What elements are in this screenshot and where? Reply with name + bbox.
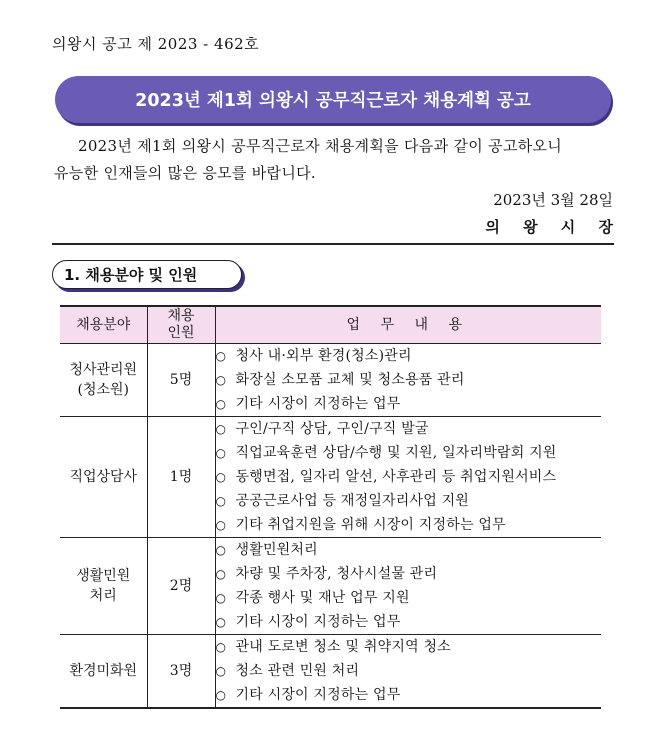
duty-text: 각종 행사 및 재난 업무 지원 xyxy=(235,590,410,606)
duty-text: 관내 도로변 청소 및 취약지역 청소 xyxy=(235,639,451,655)
circle-bullet-icon: ○ xyxy=(215,688,227,702)
header-duties xyxy=(215,306,601,344)
duty-item xyxy=(216,417,602,441)
duty-text: 공공근로사업 등 재정일자리사업 지원 xyxy=(235,493,470,509)
notice-date: 2023년 3월 28일 xyxy=(493,191,613,209)
duty-text: 생활민원처리 xyxy=(235,542,318,558)
issuer: 의 왕 시 장 xyxy=(485,218,622,236)
table-row xyxy=(60,344,601,417)
section-title-label: 1. 채용분야 및 인원 xyxy=(64,266,198,284)
job-duties xyxy=(215,344,601,417)
job-count-label: 2명 xyxy=(169,578,193,594)
job-count-label: 1명 xyxy=(169,469,193,485)
duty-text: 청사 내·외부 환경(청소)관리 xyxy=(235,348,412,364)
divider xyxy=(52,243,614,245)
intro-paragraph xyxy=(54,133,614,187)
job-duties xyxy=(215,538,601,635)
header-category-label: 채용분야 xyxy=(76,316,131,333)
duty-text: 기타 시장이 지정하는 업무 xyxy=(235,396,401,412)
duty-item xyxy=(216,562,602,586)
table-row xyxy=(60,635,601,709)
duty-item xyxy=(216,489,602,513)
job-count-label: 3명 xyxy=(169,663,193,679)
duty-text: 기타 시장이 지정하는 업무 xyxy=(235,687,401,703)
duty-item xyxy=(216,538,602,562)
recruitment-table xyxy=(60,305,601,709)
duty-item xyxy=(216,441,602,465)
header-category xyxy=(60,306,147,344)
circle-bullet-icon: ○ xyxy=(215,422,227,436)
job-duties xyxy=(215,635,601,709)
header-count-label: 채용 인원 xyxy=(167,308,195,341)
circle-bullet-icon: ○ xyxy=(215,518,227,532)
job-count xyxy=(147,344,215,417)
duty-item xyxy=(216,465,602,489)
circle-bullet-icon: ○ xyxy=(215,373,227,387)
intro-line-1: 2023년 제1회 의왕시 공무직근로자 채용계획을 다음과 같이 공고하오니 xyxy=(78,137,563,155)
circle-bullet-icon: ○ xyxy=(215,494,227,508)
duty-text: 기타 취업지원을 위해 시장이 지정하는 업무 xyxy=(235,517,506,533)
duty-item xyxy=(216,368,602,392)
job-category xyxy=(60,635,147,709)
header-duties-label: 업 무 내 용 xyxy=(346,316,470,333)
job-count xyxy=(147,635,215,709)
duty-item xyxy=(216,344,602,368)
circle-bullet-icon: ○ xyxy=(215,470,227,484)
table-header-row xyxy=(60,306,601,344)
page-title: 2023년 제1회 의왕시 공무직근로자 채용계획 공고 xyxy=(135,91,531,111)
job-category-label: 직업상담사 xyxy=(69,469,138,485)
circle-bullet-icon: ○ xyxy=(215,640,227,654)
notice-number: 의왕시 공고 제 2023 - 462호 xyxy=(52,35,260,53)
job-category xyxy=(60,417,147,538)
circle-bullet-icon: ○ xyxy=(215,543,227,557)
duty-item xyxy=(216,610,602,634)
circle-bullet-icon: ○ xyxy=(215,567,227,581)
circle-bullet-icon: ○ xyxy=(215,615,227,629)
circle-bullet-icon: ○ xyxy=(215,397,227,411)
duty-text: 화장실 소모품 교체 및 청소용품 관리 xyxy=(235,372,465,388)
duty-text: 동행면접, 일자리 알선, 사후관리 등 취업지원서비스 xyxy=(235,469,557,485)
circle-bullet-icon: ○ xyxy=(215,591,227,605)
title-banner xyxy=(55,76,611,123)
circle-bullet-icon: ○ xyxy=(215,446,227,460)
duty-text: 구인/구직 상담, 구인/구직 발굴 xyxy=(235,421,429,437)
job-category xyxy=(60,344,147,417)
circle-bullet-icon: ○ xyxy=(215,349,227,363)
job-count-label: 5명 xyxy=(169,372,193,388)
job-category-label: 청사관리원 (청소원) xyxy=(69,362,138,398)
duty-item xyxy=(216,659,602,683)
intro-line-2: 유능한 인재들의 많은 응모를 바랍니다. xyxy=(54,164,316,182)
duty-item xyxy=(216,683,602,707)
table-row xyxy=(60,417,601,538)
job-category xyxy=(60,538,147,635)
duty-text: 기타 시장이 지정하는 업무 xyxy=(235,614,401,630)
duty-item xyxy=(216,392,602,416)
duty-text: 차량 및 주차장, 청사시설물 관리 xyxy=(235,566,438,582)
circle-bullet-icon: ○ xyxy=(215,664,227,678)
header-count xyxy=(147,306,215,344)
job-category-label: 생활민원 처리 xyxy=(76,568,131,604)
job-category-label: 환경미화원 xyxy=(69,663,138,679)
duty-text: 직업교육훈련 상담/수행 및 지원, 일자리박람회 지원 xyxy=(235,445,557,461)
table-row xyxy=(60,538,601,635)
duty-text: 청소 관련 민원 처리 xyxy=(235,663,360,679)
job-duties xyxy=(215,417,601,538)
section-title xyxy=(52,260,242,289)
duty-item xyxy=(216,586,602,610)
duty-item xyxy=(216,513,602,537)
job-count xyxy=(147,538,215,635)
job-count xyxy=(147,417,215,538)
duty-item xyxy=(216,635,602,659)
